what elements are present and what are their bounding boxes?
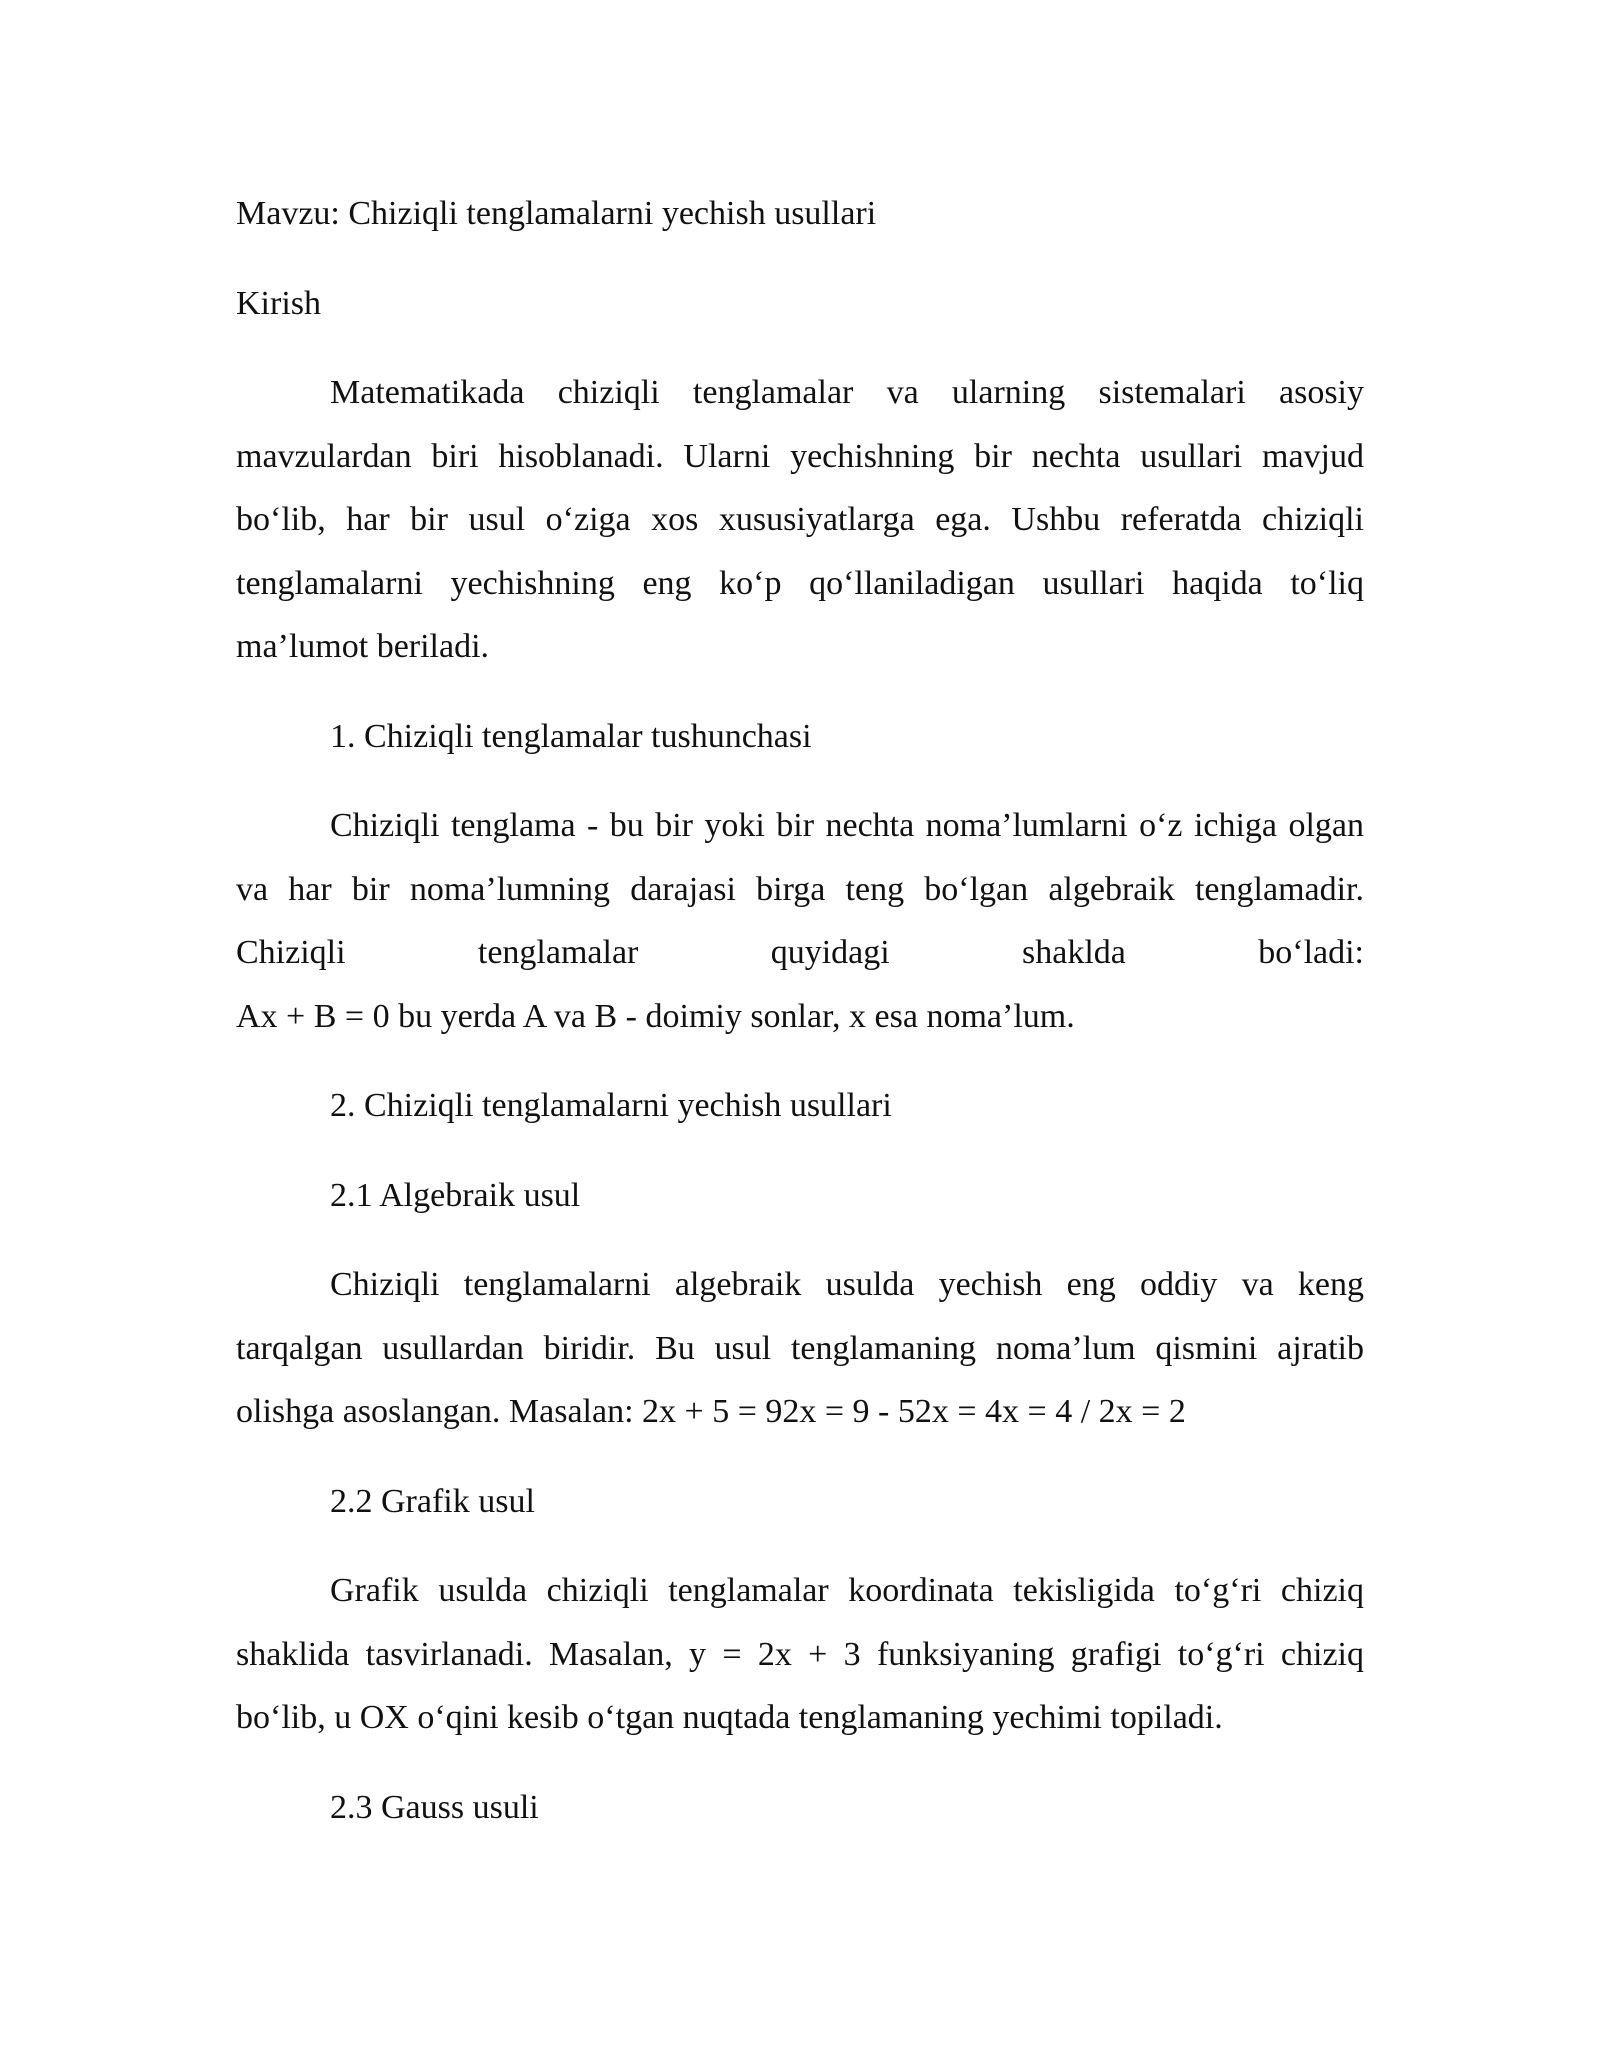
section-2-1-heading: 2.1 Algebraik usul (330, 1176, 581, 1214)
section-1-paragraph (236, 794, 1364, 1048)
intro-paragraph: Matematikada chiziqli tenglamalar va ularning sistemalari asosiy mavzulardan biri hisoblanadi. Ularni yechishning bir nechta usullari mavjud bo‘lib, har bir usul o‘ziga xos xususiyatlarga ega. Ushbu referatda chiziqli tenglamalarni yechishning eng ko‘p qo‘llaniladigan usullari haqida to‘liq ma’lumot beriladi. (236, 374, 1364, 665)
section-1-heading: 1. Chiziqli tenglamalar tushunchasi (330, 717, 812, 755)
section-2-3-heading: 2.3 Gauss usuli (330, 1788, 539, 1826)
intro-heading: Kirish (236, 284, 321, 322)
document-title: Mavzu: Chiziqli tenglamalarni yechish usullari (236, 195, 877, 232)
section-2-heading: 2. Chiziqli tenglamalarni yechish usullari (330, 1087, 892, 1124)
section-1-formula-line: Ax + B = 0 bu yerda A va B - doimiy sonlar, x esa noma’lum. (236, 997, 1075, 1035)
section-2-1-paragraph: Chiziqli tenglamalarni algebraik usulda yechish eng oddiy va keng tarqalgan usullardan biridir. Bu usul tenglamaning noma’lum qismini ajratib olishga asoslangan. Masalan: 2x + 5 = 92x = 9 - 52x = 4x = 4 / 2x = 2 (236, 1266, 1364, 1430)
section-2-2-heading: 2.2 Grafik usul (330, 1482, 535, 1520)
document-page (236, 182, 1364, 1865)
section-2-2-paragraph: Grafik usulda chiziqli tenglamalar koordinata tekisligida to‘g‘ri chiziq shaklida tasvirlanadi. Masalan, y = 2x + 3 funksiyaning grafigi to‘g‘ri chiziq bo‘lib, u OX o‘qini kesib o‘tgan nuqtada tenglamaning yechimi topiladi. (236, 1572, 1364, 1736)
section-1-paragraph-main: Chiziqli tenglama - bu bir yoki bir nechta noma’lumlarni o‘z ichiga olgan va har bir noma’lumning darajasi birga teng bo‘lgan algebraik tenglamadir. Chiziqli tenglamalar quyidagi shaklda bo‘ladi: (236, 807, 1364, 971)
